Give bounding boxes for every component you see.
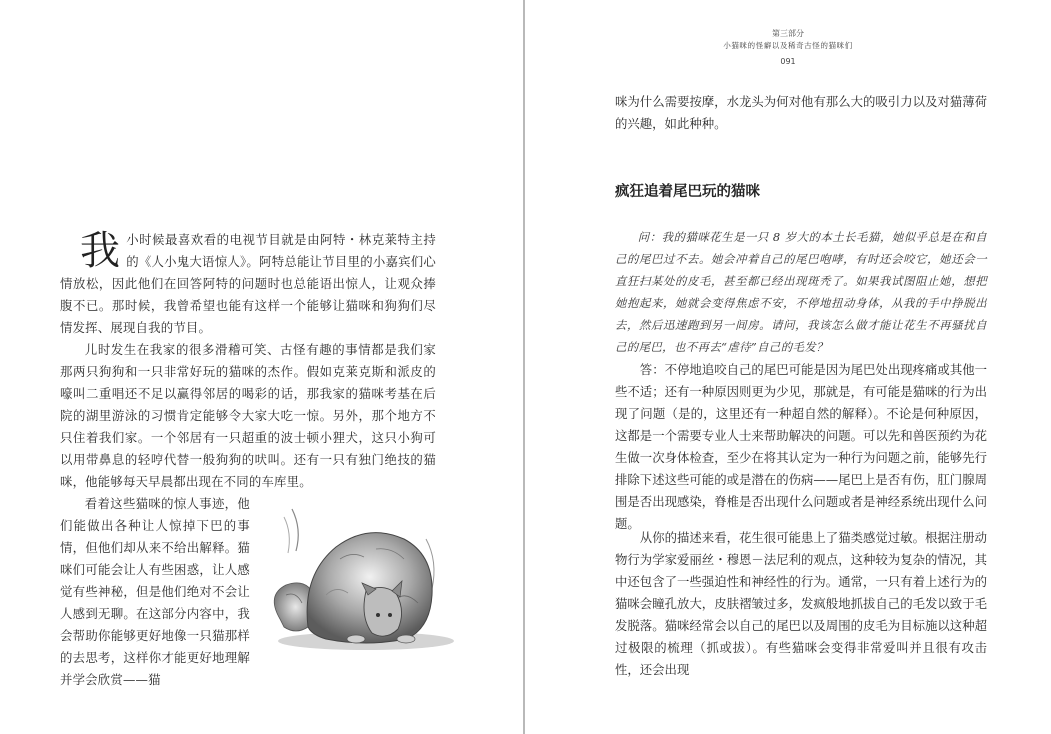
paragraph-3-wrap [60,493,436,691]
section-heading: 疯狂追着尾巴玩的猫咪 [615,184,760,200]
cat-drawing-icon [256,499,454,657]
paragraph-2: 儿时发生在我家的很多滑稽可笑、古怪有趣的事情都是我们家那两只狗狗和一只非常好玩的猫咪的杰作。假如克莱克斯和派皮的嚎叫二重唱还不足以赢得邻居的喝彩的话，那我家的猫咪考基在后院的湖里游泳的习惯肯定能够令大家大吃一惊。另外，那个地方不只住着我们家。一个邻居有一只超重的波士顿小狸犬，这只小狗可以用带鼻息的轻哼代替一般狗狗的吠叫。还有一只有独门绝技的猫咪，他能够每天早晨都出现在不同的车库里。 [60,342,436,489]
answer-block [615,359,987,535]
drop-cap: 我 [80,228,121,274]
question-block [615,226,987,358]
continued-text [615,91,987,135]
answer-label: 答： [639,362,665,377]
page-number: 091 [780,57,796,66]
paragraph-3: 看着这些猫咪的惊人事迹，他们能做出各种让人惊掉下巴的事情，但他们却从来不给出解释。猫咪们可能会让人有些困惑，让人感觉有些神秘，但是他们绝对不会让人感到无聊。在这部分内容中，我会帮助你能够更好地像一只猫那样的去思考，这样你才能更好地理解并学会欣赏——猫 [60,496,250,687]
left-page-body [60,229,436,691]
paragraph-1-text: 小时候最喜欢看的电视节目就是由阿特・林克莱特主持的《人小鬼大语惊人》。阿特总能让节目里的小嘉宾们心情放松，因此他们在回答阿特的问题时也总能语出惊人，让观众捧腹不已。那时候，我曾希望也能有这样一个能够让猫咪和狗狗们尽情发挥、展现自我的节目。 [60,232,436,335]
left-page [0,0,523,734]
answer-paragraph [615,359,987,535]
description-block [615,527,987,681]
header-part: 第三部分 [772,29,804,38]
paragraph-1 [60,229,436,339]
question-label: 问： [637,230,662,244]
question-text: 我的猫咪花生是一只 8 岁大的本土长毛猫，她似乎总是在和自己的尾巴过不去。她会冲着自己的尾巴咆哮，有时还会咬它，她还会一直狂扫某处的皮毛，甚至都已经出现斑秃了。如果我试图阻止她，想把她抱起来，她就会变得焦虑不安，不停地扭动身体，从我的手中挣脱出去，然后迅速跑到另一间房。请问，我该怎么做才能让花生不再骚扰自己的尾巴，也不再去“虐待”自己的毛发？ [615,230,987,354]
continued-paragraph: 咪为什么需要按摩，水龙头为何对他有那么大的吸引力以及对猫薄荷的兴趣，如此种种。 [615,94,987,131]
right-page [525,0,1051,734]
cat-illustration [256,499,454,657]
description-paragraph: 从你的描述来看，花生很可能患上了猫类感觉过敏。根据注册动物行为学家爱丽丝・穆恩－法尼利的观点，这种较为复杂的情况，其中还包含了一些强迫性和神经性的行为。通常，一只有着上述行为的猫咪会瞳孔放大，皮肤褶皱过多，发疯般地抓拔自己的毛发以致于毛发脱落。猫咪经常会以自己的尾巴以及周围的皮毛为目标施以这种超过极限的梳理（抓或拔）。有些猫咪会变得非常爱叫并且很有攻击性，还会出现 [615,530,987,677]
running-header [525,28,1051,69]
question-paragraph [615,226,987,358]
header-subtitle: 小猫咪的怪癖以及稀奇古怪的猫咪们 [723,41,853,50]
answer-text: 不停地追咬自己的尾巴可能是因为尾巴处出现疼痛或其他一些不适；还有一种原因则更为少见，那就是，有可能是猫咪的行为出现了问题（是的，这里还有一种超自然的解释）。不论是何种原因，这都是一个需要专业人士来帮助解决的问题。可以先和兽医预约为花生做一次身体检查，至少在将其认定为一种行为问题之前，能够先行排除下述这些可能的或是潜在的伤病——尾巴上是否有伤，肛门腺周围是否出现感染，脊椎是否出现什么问题或者是神经系统出现什么问题。 [615,362,988,531]
